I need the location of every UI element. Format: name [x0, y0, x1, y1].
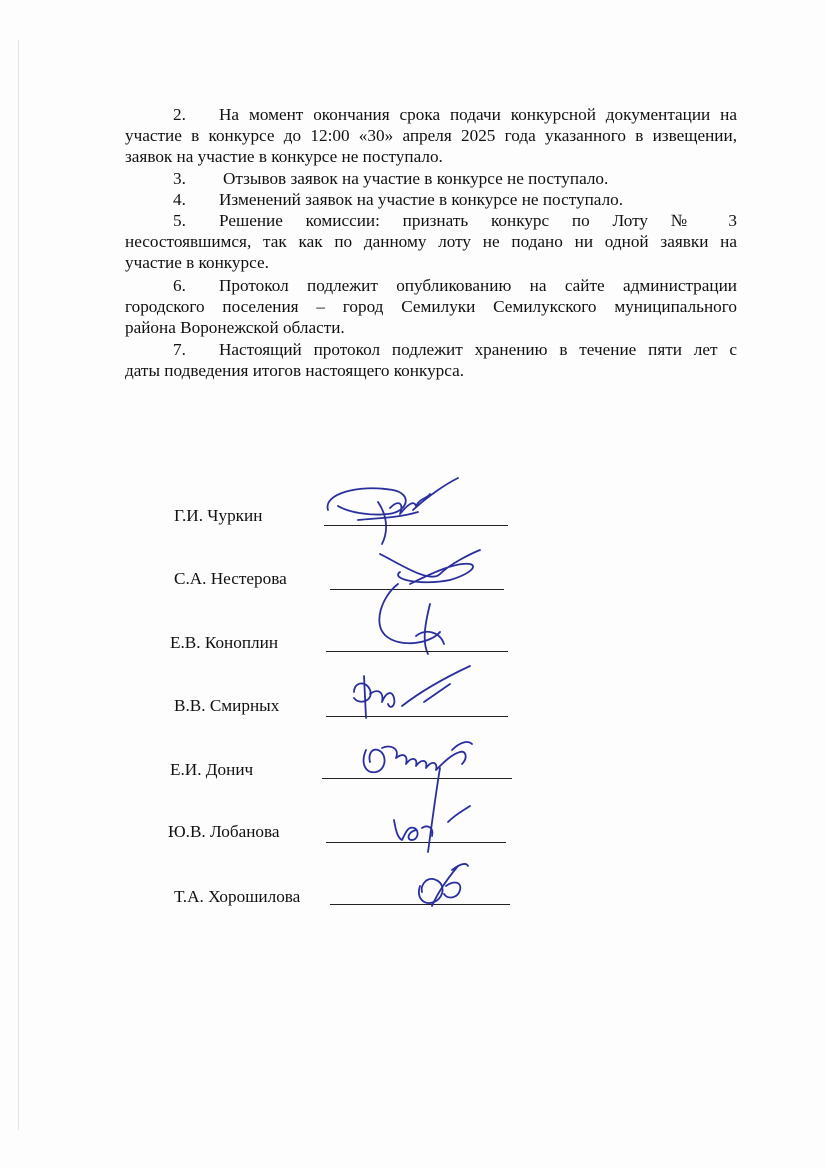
item-line: несостоявшимся, так как по данному лоту не подано ни одной заявки на: [125, 232, 737, 251]
signatory-name: В.В. Смирных: [174, 696, 280, 715]
scan-edge-line: [18, 40, 19, 1130]
signature-image: [378, 762, 478, 862]
item-line: 2. На момент окончания срока подачи конкурсной документации на: [125, 104, 737, 125]
signatory-name: Ю.В. Лобанова: [168, 822, 280, 841]
item-number: 5.: [173, 211, 186, 230]
protocol-item-6: [125, 275, 737, 338]
signature-image: [408, 856, 478, 916]
item-line: 4. Изменений заявок на участие в конкурсе не поступало.: [125, 189, 737, 210]
item-line: района Воронежской области.: [125, 318, 345, 337]
protocol-item-4: [125, 189, 737, 210]
item-line: заявок на участие в конкурсе не поступало.: [125, 147, 443, 166]
signature-line: [326, 651, 508, 652]
item-line: участие в конкурсе до 12:00 «30» апреля 2025 года указанного в извещении,: [125, 126, 737, 145]
item-number: 7.: [173, 340, 186, 359]
item-line: 7. Настоящий протокол подлежит хранению в течение пяти лет с: [125, 339, 737, 360]
signatory-name: Т.А. Хорошилова: [174, 887, 301, 906]
item-line: 5. Решение комиссии: признать конкурс по Лоту № 3: [125, 210, 737, 231]
signatory-name: Г.И. Чуркин: [174, 506, 263, 525]
signatory-name: Е.В. Коноплин: [170, 633, 279, 652]
signatory-name: С.А. Нестерова: [174, 569, 287, 588]
item-number: 2.: [173, 105, 186, 124]
signature-image: [340, 662, 490, 722]
signature-image: [360, 544, 490, 664]
item-line: 3. Отзывов заявок на участие в конкурсе не поступало.: [125, 168, 737, 189]
item-number: 4.: [173, 190, 186, 209]
protocol-item-2: [125, 104, 737, 167]
item-line: участие в конкурсе.: [125, 253, 269, 272]
signature-image: [318, 472, 468, 552]
item-line: городского поселения – город Семилуки Семилукского муниципального: [125, 297, 737, 316]
protocol-item-3: [125, 168, 737, 189]
signatory-name: Е.И. Донич: [170, 760, 254, 779]
protocol-item-5: [125, 210, 737, 273]
item-number: 3.: [173, 169, 186, 188]
protocol-item-7: [125, 339, 737, 381]
item-line: даты подведения итогов настоящего конкурса.: [125, 361, 465, 380]
item-number: 6.: [173, 276, 186, 295]
item-line: 6. Протокол подлежит опубликованию на сайте администрации: [125, 275, 737, 296]
